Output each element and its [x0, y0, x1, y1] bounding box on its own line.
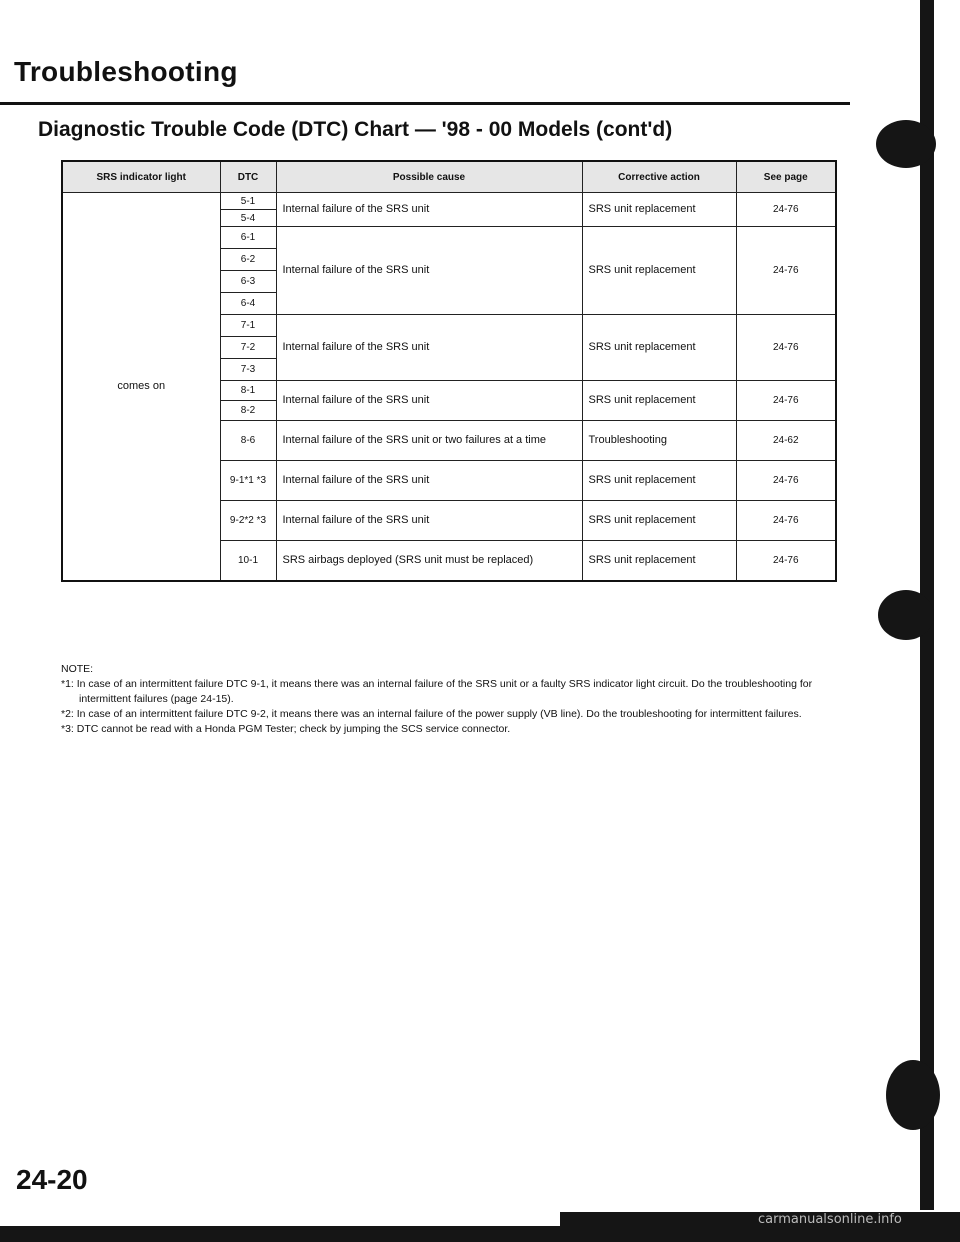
dtc-code: 10-1	[220, 541, 276, 581]
binding-hole-mark	[886, 1060, 940, 1130]
possible-cause: Internal failure of the SRS unit	[276, 315, 582, 381]
see-page: 24-76	[736, 461, 836, 501]
see-page: 24-76	[736, 227, 836, 315]
dtc-code: 5-4	[220, 210, 276, 227]
possible-cause: Internal failure of the SRS unit	[276, 461, 582, 501]
page-title: Troubleshooting	[14, 56, 238, 87]
possible-cause: Internal failure of the SRS unit or two failures at a time	[276, 421, 582, 461]
header-rule	[0, 102, 850, 105]
dtc-code: 8-2	[220, 401, 276, 421]
column-header: Possible cause	[276, 161, 582, 193]
notes-section	[61, 662, 831, 737]
possible-cause: Internal failure of the SRS unit	[276, 381, 582, 421]
table-header-row	[62, 161, 836, 193]
dtc-code: 9-2*2 *3	[220, 501, 276, 541]
indicator-light-cell: comes on	[62, 193, 220, 581]
note-item: *1: In case of an intermittent failure DTC 9-1, it means there was an internal failure of the SRS unit or a faulty SRS indicator light circuit. Do the troubleshooting for intermittent failures (page 24-15).	[61, 678, 813, 705]
corrective-action: SRS unit replacement	[582, 541, 736, 581]
see-page: 24-76	[736, 501, 836, 541]
dtc-code: 7-1	[220, 315, 276, 337]
column-header: See page	[736, 161, 836, 193]
section-subtitle: Diagnostic Trouble Code (DTC) Chart — '98 - 00 Models (cont'd)	[38, 118, 673, 141]
corrective-action: SRS unit replacement	[582, 501, 736, 541]
dtc-code: 6-4	[220, 293, 276, 315]
corrective-action: SRS unit replacement	[582, 193, 736, 227]
dtc-code: 8-1	[220, 381, 276, 401]
binding-hole-mark	[878, 590, 934, 640]
table-row	[62, 193, 836, 210]
possible-cause: Internal failure of the SRS unit	[276, 501, 582, 541]
see-page: 24-76	[736, 381, 836, 421]
dtc-code: 7-2	[220, 337, 276, 359]
dtc-code: 6-2	[220, 249, 276, 271]
dtc-code: 8-6	[220, 421, 276, 461]
corrective-action: SRS unit replacement	[582, 461, 736, 501]
possible-cause: Internal failure of the SRS unit	[276, 193, 582, 227]
column-header: Corrective action	[582, 161, 736, 193]
binding-hole-mark	[876, 120, 936, 168]
possible-cause: Internal failure of the SRS unit	[276, 227, 582, 315]
dtc-code: 6-3	[220, 271, 276, 293]
watermark: carmanualsonline.info	[758, 1212, 902, 1227]
notes-heading: NOTE:	[61, 663, 94, 675]
dtc-chart-table	[61, 160, 837, 582]
possible-cause: SRS airbags deployed (SRS unit must be replaced)	[276, 541, 582, 581]
dtc-code: 9-1*1 *3	[220, 461, 276, 501]
see-page: 24-62	[736, 421, 836, 461]
corrective-action: SRS unit replacement	[582, 227, 736, 315]
see-page: 24-76	[736, 315, 836, 381]
corrective-action: SRS unit replacement	[582, 315, 736, 381]
dtc-code: 5-1	[220, 193, 276, 210]
note-item: *3: DTC cannot be read with a Honda PGM Tester; check by jumping the SCS service connector.	[61, 723, 511, 735]
see-page: 24-76	[736, 541, 836, 581]
bottom-edge-bar	[0, 1226, 960, 1242]
corrective-action: Troubleshooting	[582, 421, 736, 461]
dtc-code: 6-1	[220, 227, 276, 249]
dtc-code: 7-3	[220, 359, 276, 381]
corrective-action: SRS unit replacement	[582, 381, 736, 421]
note-item: *2: In case of an intermittent failure DTC 9-2, it means there was an internal failure of the power supply (VB line). Do the troubleshooting for intermittent failures.	[61, 708, 802, 720]
column-header: DTC	[220, 161, 276, 193]
page-number: 24-20	[16, 1164, 88, 1195]
see-page: 24-76	[736, 193, 836, 227]
column-header: SRS indicator light	[62, 161, 220, 193]
